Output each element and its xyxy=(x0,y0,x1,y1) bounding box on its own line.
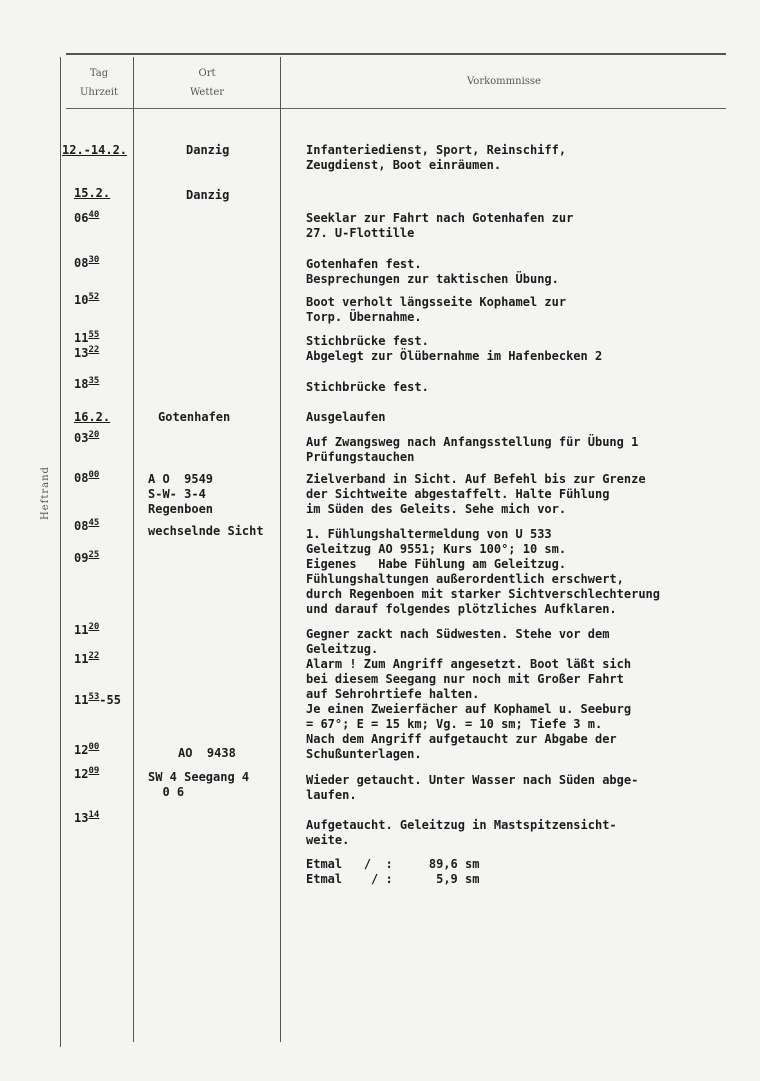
row-place: Gotenhafen xyxy=(158,410,231,424)
row-event: Boot verholt längsseite Kophamel zur Torp. Übernahme. xyxy=(306,295,567,324)
row-time: $12^{00}$ xyxy=(74,742,100,757)
row-event: Abgelegt zur Ölübernahme im Hafenbecken 2 xyxy=(306,349,603,363)
header-tag: Tag xyxy=(89,68,109,79)
column-divider-1 xyxy=(133,57,134,1042)
row-time: $13^{14}$ xyxy=(74,810,100,825)
row-date: 12.-14.2. xyxy=(62,143,128,157)
row-date: 16.2. xyxy=(74,410,111,424)
row-time: $11^{20}$ xyxy=(74,622,100,637)
header-ort: Ort xyxy=(198,68,216,79)
top-rule xyxy=(66,53,726,55)
row-event: Alarm ! Zum Angriff angesetzt. Boot läßt sich bei diesem Seegang nur noch mit Großer Fahrt auf Sehrohrtiefe halten. xyxy=(306,657,632,701)
row-time: $08^{45}$ xyxy=(74,518,100,533)
row-time: $09^{25}$ xyxy=(74,550,100,565)
row-time: $18^{35}$ xyxy=(74,376,100,391)
header-vorkommnisse: Vorkommnisse xyxy=(467,76,541,87)
etmal-line: Etmal / : 5,9 sm xyxy=(306,872,480,886)
etmal-line: Etmal / : 89,6 sm xyxy=(306,857,480,871)
row-time: $10^{52}$ xyxy=(74,292,100,307)
header-wetter: Wetter xyxy=(189,87,225,98)
row-event: Gegner zackt nach Südwesten. Stehe vor dem Geleitzug. xyxy=(306,627,610,656)
header-tag-uhrzeit xyxy=(66,64,132,102)
row-event: Aufgetaucht. Geleitzug in Mastspitzensicht- weite. xyxy=(306,818,617,847)
row-time: $11^{22}$ xyxy=(74,651,100,666)
side-label: Heftrand xyxy=(40,466,51,520)
row-time: $11^{55}$ xyxy=(74,330,100,345)
row-time: $12^{09}$ xyxy=(74,766,100,781)
row-time: $11^{53}-55$ xyxy=(74,692,121,707)
row-event: Stichbrücke fest. xyxy=(306,380,429,394)
row-event: Je einen Zweierfächer auf Kophamel u. Seeburg = 67°; E = 15 km; Vg. = 10 sm; Tiefe 3 m. Nach dem Angriff aufgetaucht zur Abgabe der Schußunterlagen. xyxy=(306,702,632,761)
row-place: SW 4 Seegang 4 0 6 xyxy=(148,770,250,799)
row-event: Wieder getaucht. Unter Wasser nach Süden abge- laufen. xyxy=(306,773,639,802)
header-ort-wetter xyxy=(134,64,280,102)
margin-line xyxy=(60,57,61,1047)
row-place: Danzig xyxy=(186,188,230,202)
row-event: 1. Fühlungshaltermeldung von U 533 Geleitzug AO 9551; Kurs 100°; 10 sm. xyxy=(306,527,567,556)
row-time: $08^{00}$ xyxy=(74,470,100,485)
row-place: Danzig xyxy=(186,143,230,157)
header-rule xyxy=(66,108,726,109)
row-place: wechselnde Sicht xyxy=(148,524,264,538)
row-event: Stichbrücke fest. xyxy=(306,334,429,348)
row-time: $13^{22}$ xyxy=(74,345,100,360)
row-time: $06^{40}$ xyxy=(74,210,100,225)
row-event: Infanteriedienst, Sport, Reinschiff, Zeugdienst, Boot einräumen. xyxy=(306,143,567,172)
row-place: A O 9549 S-W- 3-4 Regenboen xyxy=(148,472,214,516)
row-event: Ausgelaufen xyxy=(306,410,386,424)
column-divider-2 xyxy=(280,57,281,1042)
header-uhrzeit: Uhrzeit xyxy=(79,87,119,98)
row-place: AO 9438 xyxy=(178,746,236,760)
row-date: 15.2. xyxy=(74,186,111,200)
row-event: Zielverband in Sicht. Auf Befehl bis zur Grenze der Sichtweite abgestaffelt. Halte Fühlung im Süden des Geleits. Sehe mich vor. xyxy=(306,472,646,516)
row-event: Eigenes Habe Fühlung am Geleitzug. Fühlungshaltungen außerordentlich erschwert, durch Regenboen mit starker Sichtverschlechterung und darauf folgendes plötzliches Aufklaren. xyxy=(306,557,661,616)
row-time: $03^{20}$ xyxy=(74,430,100,445)
row-event: Auf Zwangsweg nach Anfangsstellung für Übung 1 Prüfungstauchen xyxy=(306,435,639,464)
row-event: Gotenhafen fest. Besprechungen zur taktischen Übung. xyxy=(306,257,559,286)
row-event: Seeklar zur Fahrt nach Gotenhafen zur 27. U-Flottille xyxy=(306,211,574,240)
row-time: $08^{30}$ xyxy=(74,255,100,270)
